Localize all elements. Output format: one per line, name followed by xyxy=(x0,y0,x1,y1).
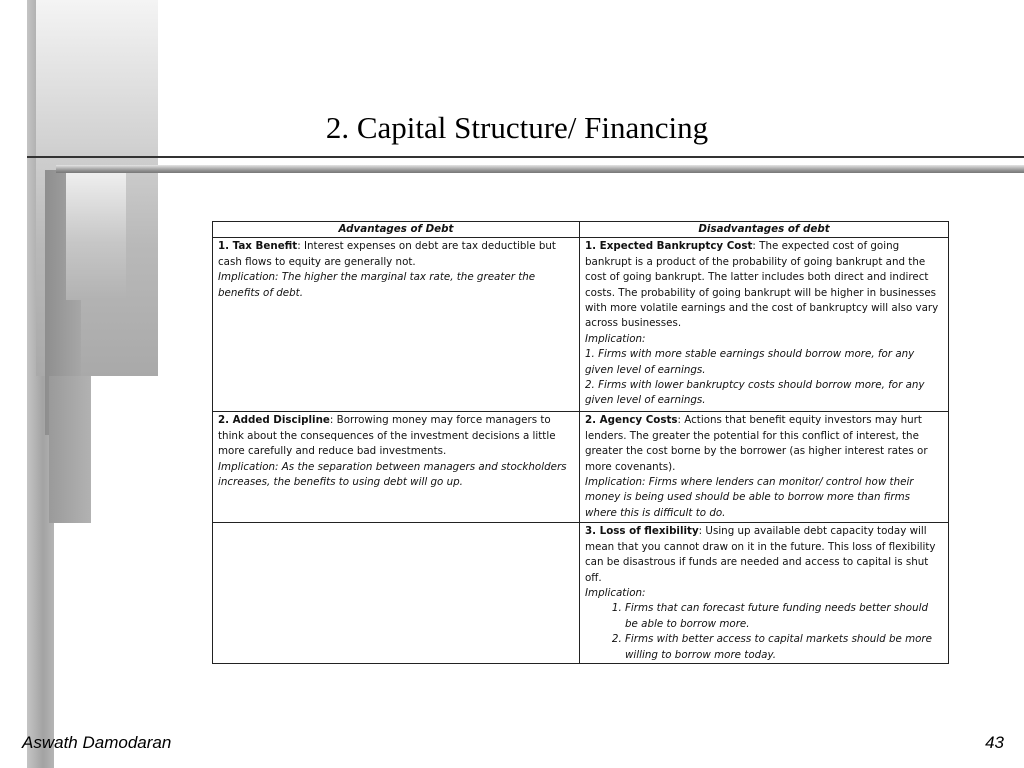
disadvantage-text: : Actions that benefit equity investors may hurt lenders. The greater the potential for this conflict of interest, the greater the cost borne by the borrower (as higher interest rates or more covenants). xyxy=(585,414,928,473)
title-divider xyxy=(27,156,1024,158)
disadvantage-cell xyxy=(580,238,949,412)
disadvantage-heading: 2. Agency Costs xyxy=(585,414,678,427)
table-row xyxy=(213,523,949,664)
implication-label: Implication: xyxy=(585,587,646,600)
disadvantage-text: : Using up available debt capacity today will mean that you cannot draw on it in the future. This loss of flexibility can be disastrous if funds are needed and access to capital is shut off. xyxy=(585,525,936,584)
empty-advantage-cell xyxy=(213,523,580,664)
disadvantage-cell xyxy=(580,412,949,523)
decorative-bar xyxy=(49,376,91,523)
debt-comparison-table xyxy=(212,221,948,664)
implication-label: Implication: xyxy=(585,332,646,345)
advantage-cell xyxy=(213,238,580,412)
implication-list xyxy=(585,601,943,663)
decorative-bar xyxy=(66,170,126,300)
advantage-text: : Borrowing money may force managers to think about the consequences of the investment decisions a little more carefully and reduce bad investments. xyxy=(218,414,556,458)
advantage-cell xyxy=(213,412,580,523)
implication-point: 1. Firms with more stable earnings should borrow more, for any given level of earnings. xyxy=(585,348,915,376)
page-number: 43 xyxy=(985,733,1004,752)
implication-point: 2. Firms with lower bankruptcy costs should borrow more, for any given level of earnings. xyxy=(585,379,925,407)
disadvantage-cell xyxy=(580,523,949,664)
table-header-row xyxy=(213,222,949,238)
author-footer: Aswath Damodaran xyxy=(22,733,172,752)
table-row xyxy=(213,238,949,412)
disadvantage-heading: 1. Expected Bankruptcy Cost xyxy=(585,240,753,253)
advantage-heading: 2. Added Discipline xyxy=(218,414,330,427)
implication-point: 1. Firms that can forecast future funding needs better should be able to borrow more. xyxy=(625,601,943,632)
implication-point: 2. Firms with better access to capital markets should be more willing to borrow more today. xyxy=(625,632,943,663)
disadvantage-heading: 3. Loss of flexibility xyxy=(585,525,699,538)
advantage-heading: 1. Tax Benefit xyxy=(218,240,298,253)
title-divider-bar xyxy=(56,165,1024,173)
advantage-implication: Implication: The higher the marginal tax rate, the greater the benefits of debt. xyxy=(218,271,536,299)
header-disadvantages: Disadvantages of debt xyxy=(580,222,949,238)
disadvantage-text: : The expected cost of going bankrupt is a product of the probability of going bankrupt and the cost of going bankrupt. The latter includes both direct and indirect costs. The probability of going bankrupt will be higher in businesses with more volatile earnings and the cost of bankruptcy will also vary across businesses. xyxy=(585,240,939,330)
advantage-implication: Implication: As the separation between managers and stockholders increases, the benefits to using debt will go up. xyxy=(218,460,567,489)
disadvantage-implication: Implication: Firms where lenders can monitor/ control how their money is being used should be able to borrow more than firms where this is difficult to do. xyxy=(585,476,914,519)
table-row xyxy=(213,412,949,523)
advantage-text: : Interest expenses on debt are tax deductible but cash flows to equity are generally not. xyxy=(218,240,556,268)
header-advantages: Advantages of Debt xyxy=(213,222,580,238)
slide-title: 2. Capital Structure/ Financing xyxy=(325,110,709,145)
